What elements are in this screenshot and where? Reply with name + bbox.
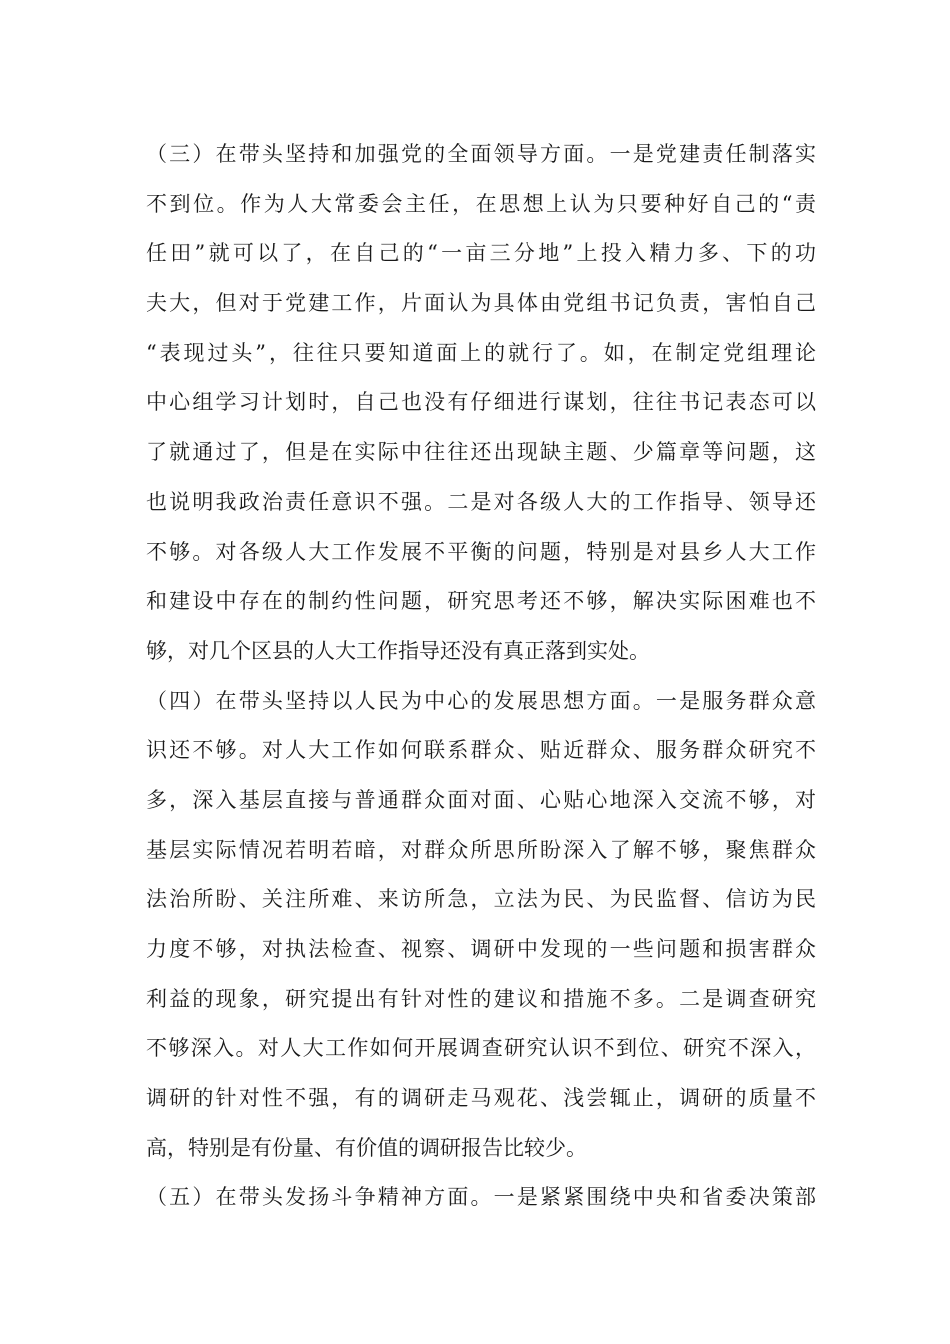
text-line: 够，对几个区县的人大工作指导还没有真正落到实处。 bbox=[146, 638, 650, 663]
text-line: 利益的现象，研究提出有针对性的建议和措施不多。二是调查研究 bbox=[146, 986, 816, 1011]
text-line: 调研的针对性不强，有的调研走马观花、浅尝辄止，调研的质量不 bbox=[146, 1086, 816, 1111]
text-line: “表现过头”，往往只要知道面上的就行了。如，在制定党组理论 bbox=[146, 340, 816, 365]
text-line: 中心组学习计划时，自己也没有仔细进行谋划，往往书记表态可以 bbox=[146, 390, 816, 415]
text-line: （四）在带头坚持以人民为中心的发展思想方面。一是服务群众意 bbox=[146, 688, 816, 713]
text-line: 不够。对各级人大工作发展不平衡的问题，特别是对县乡人大工作 bbox=[146, 539, 816, 564]
text-line: 不到位。作为人大常委会主任，在思想上认为只要种好自己的“责 bbox=[146, 191, 816, 216]
text-line: 夫大，但对于党建工作，片面认为具体由党组书记负责，害怕自己 bbox=[146, 291, 816, 316]
document-body bbox=[146, 130, 816, 1223]
text-line: 了就通过了，但是在实际中往往还出现缺主题、少篇章等问题，这 bbox=[146, 440, 816, 465]
text-line: （三）在带头坚持和加强党的全面领导方面。一是党建责任制落实 bbox=[146, 142, 816, 166]
text-line: 法治所盼、关注所难、来访所急，立法为民、为民监督、信访为民 bbox=[146, 887, 816, 912]
text-line: 识还不够。对人大工作如何联系群众、贴近群众、服务群众研究不 bbox=[146, 738, 816, 763]
text-line: 基层实际情况若明若暗，对群众所思所盼深入了解不够，聚焦群众 bbox=[146, 837, 816, 862]
paragraph-4 bbox=[146, 677, 816, 1174]
text-line: 也说明我政治责任意识不强。二是对各级人大的工作指导、领导还 bbox=[146, 489, 816, 514]
paragraph-5 bbox=[146, 1173, 816, 1223]
text-line: 和建设中存在的制约性问题，研究思考还不够，解决实际困难也不 bbox=[146, 589, 816, 614]
text-line: 高，特别是有份量、有价值的调研报告比较少。 bbox=[146, 1135, 587, 1160]
text-line: 力度不够，对执法检查、视察、调研中发现的一些问题和损害群众 bbox=[146, 937, 816, 961]
text-line: 多，深入基层直接与普通群众面对面、心贴心地深入交流不够，对 bbox=[146, 787, 816, 812]
text-line: 不够深入。对人大工作如何开展调查研究认识不到位、研究不深入， bbox=[146, 1036, 816, 1061]
paragraph-3 bbox=[146, 130, 816, 677]
text-line: 任田”就可以了，在自己的“一亩三分地”上投入精力多、下的功 bbox=[146, 241, 816, 266]
text-line: （五）在带头发扬斗争精神方面。一是紧紧围绕中央和省委决策部 bbox=[146, 1185, 816, 1210]
